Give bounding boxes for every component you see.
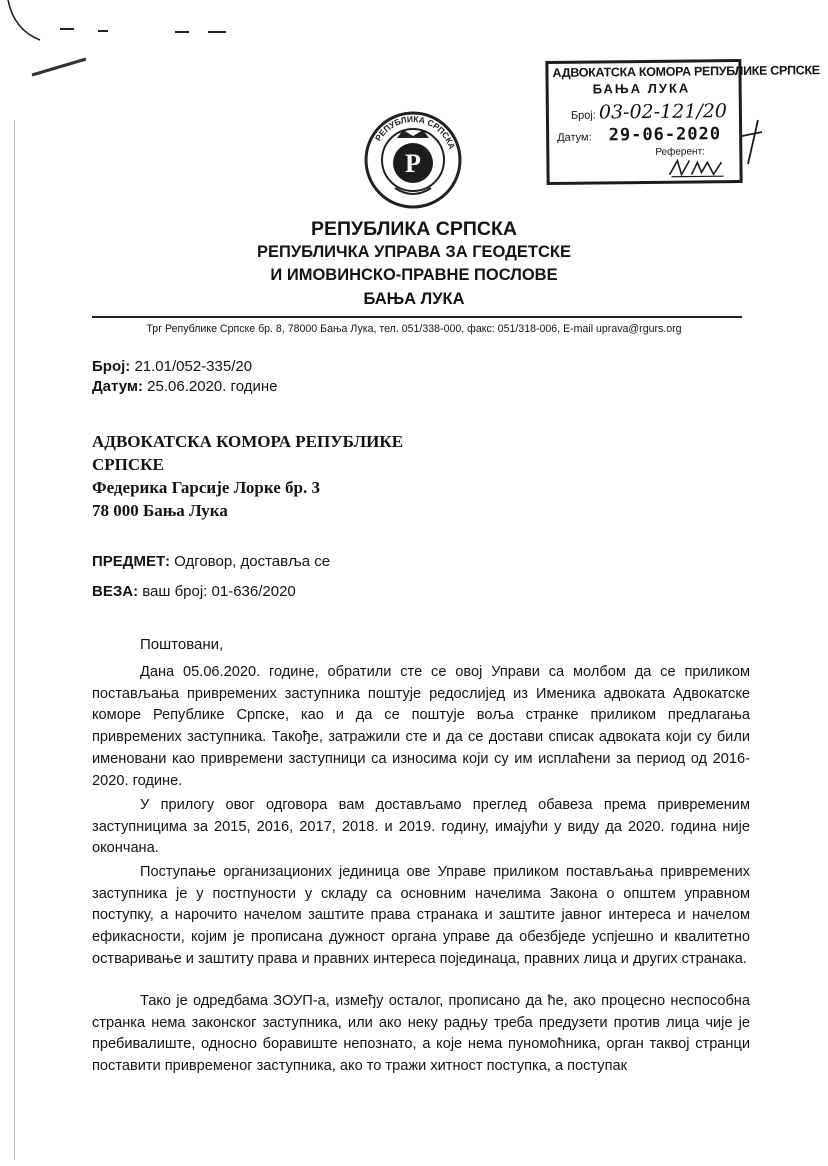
stamp-date: Датум: 29-06-2020 bbox=[557, 124, 722, 146]
scan-artifact bbox=[60, 28, 74, 30]
greeting: Поштовани, bbox=[140, 636, 224, 653]
scan-corner-mark bbox=[0, 0, 60, 60]
header-line2: РЕПУБЛИЧКА УПРАВА ЗА ГЕОДЕТСКЕ bbox=[256, 243, 571, 261]
header-rule bbox=[92, 316, 742, 318]
body-paragraph-2: У прилогу овог одговора вам достављамо преглед обавеза према привременим заступницима за 2015, 2016, 2017, 2018. и 2019. годину, имајући у виду да 2020. година није окончана. bbox=[92, 797, 750, 857]
emblem-letter: Р bbox=[405, 149, 421, 178]
body-paragraph-1: Дана 05.06.2020. године, обратили сте се овој Управи са молбом да се приликом постављања привремених заступника поштује редослијед из Именика адвоката Адвокатске коморе Републике Српске, као и да се поштује воља странке приликом предлагања привремених заступника. Такође, затражили сте и да се достави списак адвоката који су били именовани као привремени заступници са износима који су им исплаћени за период од 2016-2020. године. bbox=[92, 664, 750, 789]
recipient-line4: 78 000 Бања Лука bbox=[92, 501, 228, 520]
scan-artifact bbox=[175, 31, 189, 33]
scan-artifact bbox=[98, 30, 108, 32]
handwritten-mark bbox=[736, 118, 766, 168]
recipient-line2: СРПСКЕ bbox=[92, 455, 164, 474]
stamp-referent: Референт: bbox=[655, 146, 705, 158]
coat-of-arms bbox=[361, 108, 465, 212]
header-line3: И ИМОВИНСКО-ПРАВНЕ ПОСЛОВЕ bbox=[270, 266, 558, 284]
doc-number: Број: 21.01/052-335/20 bbox=[92, 358, 253, 375]
recipient-line3: Федерика Гарсије Лорке бр. 3 bbox=[92, 478, 320, 497]
doc-date: Датум: 25.06.2020. године bbox=[92, 378, 278, 395]
stamp-line1: АДВОКАТСКА КОМОРА РЕПУБЛИКЕ СРПСКЕ bbox=[552, 63, 820, 80]
emblem-ring-text: РЕПУБЛИКА СРПСКА bbox=[372, 113, 458, 151]
scan-artifact bbox=[208, 31, 226, 33]
scan-artifact bbox=[30, 55, 90, 79]
body-paragraph-3: Поступање организационих јединица ове Управе приликом постављања привремених заступника је у постпуности у складу са основним начелима Закона о општем управном поступку, а нарочито начелом заштите права странака и заштите јавног интереса и начелом ефикасности, којим је прописана дужност органа управе да обезбједе успјешно и квалитетно остваривање и заштиту права и правних интереса појединаца, правних лица и других странака. bbox=[92, 864, 750, 967]
body-paragraph-4: Тако је одредбама ЗОУП-а, између осталог, прописано да ће, ако процесно неспособна странка нема законског заступника, или ако неку радњу треба предузети против лица чије је пребивалиште, односно боравиште непознато, а које нема пуномоћника, орган таквој странци поставити привременог заступника, ако то тражи хитност поступка, а поступак bbox=[92, 993, 750, 1075]
header-title: РЕПУБЛИКА СРПСКА bbox=[311, 218, 517, 240]
referent-signature bbox=[667, 156, 727, 179]
stamp-number-value: 03-02-121/20 bbox=[598, 100, 728, 124]
recipient-line1: АДВОКАТСКА КОМОРА РЕПУБЛИКЕ bbox=[92, 432, 404, 451]
stamp-number: Број: 03-02-121/20 bbox=[570, 100, 728, 124]
reference-line: ВЕЗА: ваш број: 01-636/2020 bbox=[92, 583, 296, 600]
header-line4: БАЊА ЛУКА bbox=[363, 290, 465, 308]
subject-line: ПРЕДМЕТ: Одговор, доставља се bbox=[92, 553, 331, 570]
stamp-line2: БАЊА ЛУКА bbox=[592, 80, 691, 97]
registry-stamp bbox=[545, 59, 820, 185]
header-contact: Трг Републике Српске бр. 8, 78000 Бања Лука, тел. 051/338-000, факс: 051/318-006, E-mail uprava@rgurs.org bbox=[146, 323, 682, 335]
stamp-date-value: 29-06-2020 bbox=[608, 124, 722, 146]
